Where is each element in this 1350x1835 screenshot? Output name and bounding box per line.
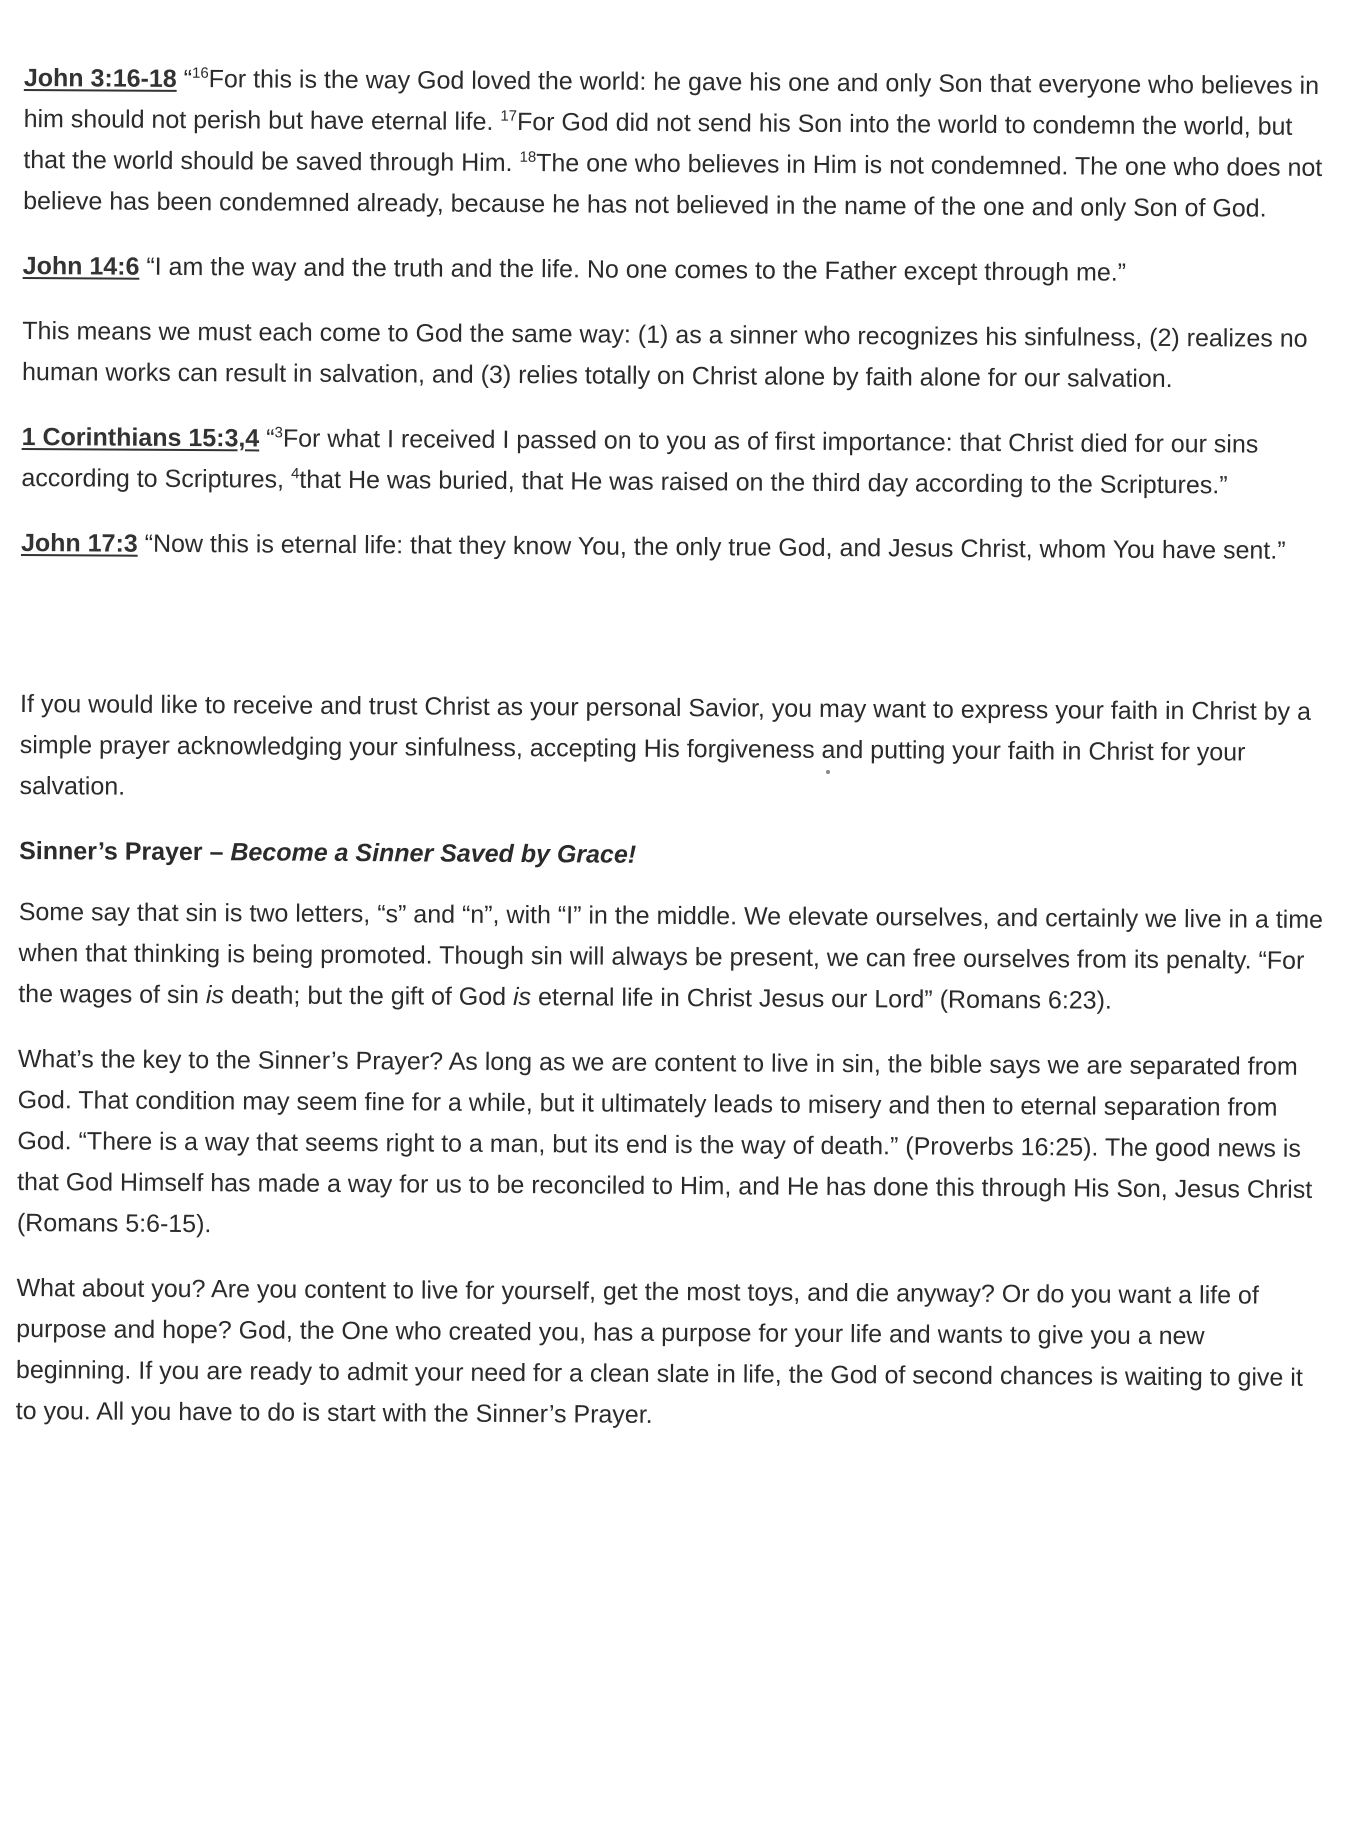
verse-text: For what I received I passed on to you as of first importance: that Christ died for our sins according to Scriptures, — [21, 424, 1259, 494]
scripture-reference: John 17:3 — [20, 528, 138, 558]
scripture-reference: 1 Corinthians 15:3,4 — [21, 422, 260, 453]
passage-john-17-3 — [21, 523, 1326, 572]
sin-text: Some say that sin is two letters, “s” and “n”, with “I” in the middle. We elevate ourselves, and certainly we live in a time when that thinking is being promoted. Though sin will always be present, we can free ourselves from its penalty. “For the wages of sin — [18, 897, 1324, 1010]
verse-text: “Now this is eternal life: that they know You, the only true God, and Jesus Christ, whom You have sent.” — [137, 529, 1286, 565]
section-heading — [19, 831, 1324, 880]
closing-paragraph: What about you? Are you content to live for yourself, get the most toys, and die anyway? Or do you want a life of purpose and hope? God, the One who created you, has a purpose for your life and wants to give you a new beginning. If you are ready to admit your need for a clean slate in life, the God of second chances is waiting to give it to you. All you have to do is start with the Sinner’s Prayer. — [15, 1273, 1303, 1429]
invitation-paragraph: If you would like to receive and trust Christ as your personal Savior, you may want to express your faith in Christ by a simple prayer acknowledging your sinfulness, accepting His forgiveness and putting your faith in Christ for your salvation. — [19, 689, 1311, 801]
heading-main: Sinner’s Prayer – — [19, 836, 231, 867]
emphasis-is: is — [205, 981, 225, 1010]
heading-subtitle: Become a Sinner Saved by Grace! — [230, 838, 637, 869]
quote-open: “ — [259, 424, 275, 453]
sin-paragraph — [18, 892, 1324, 1023]
verse-number: 17 — [500, 107, 518, 125]
section-spacer — [20, 588, 1326, 692]
verse-text: “I am the way and the truth and the life. No one comes to the Father except through me.” — [139, 252, 1127, 287]
scripture-reference: John 14:6 — [22, 251, 140, 281]
sin-text: eternal life in Christ Jesus our Lord” (Romans 6:23). — [531, 983, 1113, 1015]
verse-text: The one who believes in Him is not condemned. The one who does not believe has been condemned already, because he has not believed in the name of the one and only Son of God. — [23, 149, 1323, 223]
verse-number: 3 — [274, 424, 283, 442]
quote-open: “ — [176, 64, 193, 94]
verse-text: For this is the way God loved the world: he gave his one and only Son that everyone who believes in him should not perish but have eternal life. — [23, 65, 1320, 136]
scan-speck — [826, 770, 830, 774]
passage-john-3-16 — [23, 58, 1329, 230]
emphasis-is: is — [512, 983, 532, 1012]
sin-text: death; but the gift of God — [223, 981, 514, 1012]
verse-number: 4 — [290, 465, 300, 483]
passage-john-14-6 — [23, 246, 1328, 295]
scripture-reference: John 3:16-18 — [23, 63, 177, 93]
verse-text: For God did not send his Son into the world to condemn the world, but that the world should be saved through Him. — [23, 108, 1293, 178]
key-paragraph: What’s the key to the Sinner’s Prayer? As long as we are content to live in sin, the bible says we are separated from God. That condition may seem fine for a while, but it ultimately leads to misery and then to eternal separation from God. “There is a way that seems right to a man, but its end is the way of death.” (Proverbs 16:25). The good news is that God Himself has made a way for us to be reconciled to Him, and He has done this through His Son, Jesus Christ (Romans 5:6-15). — [16, 1044, 1313, 1239]
document-page — [15, 58, 1329, 1464]
verse-number: 18 — [519, 148, 537, 166]
verse-number: 16 — [191, 64, 209, 82]
passage-1-corinthians-15 — [21, 417, 1326, 507]
explanation-paragraph: This means we must each come to God the same way: (1) as a sinner who recognizes his sinfulness, (2) realizes no human works can result in salvation, and (3) relies totally on Christ alone by faith alone for our salvation. — [21, 316, 1308, 394]
verse-text: that He was buried, that He was raised on the third day according to the Scriptures.” — [299, 465, 1228, 500]
